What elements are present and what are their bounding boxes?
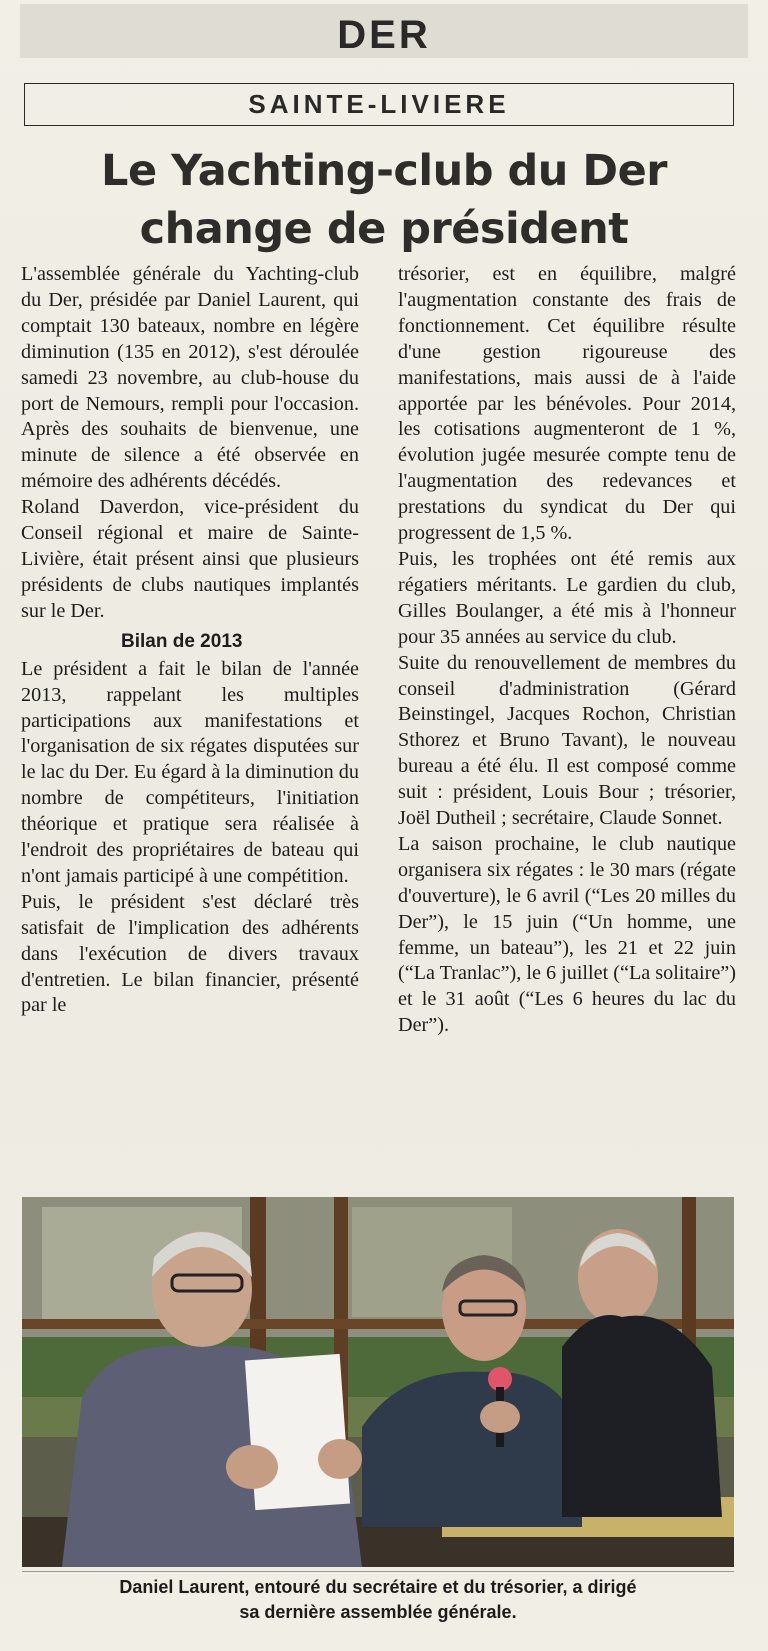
caption-divider bbox=[22, 1571, 734, 1572]
photo-caption bbox=[22, 1575, 734, 1625]
paragraph: Puis, le président s'est déclaré très satisfait de l'implication des adhérents dans l'exécution de divers travaux d'entretien. Le bilan financier, présenté par le bbox=[21, 890, 359, 1017]
caption-line-2: sa dernière assemblée générale. bbox=[239, 1602, 517, 1622]
headline bbox=[20, 142, 748, 258]
paragraph: L'assemblée générale du Yachting-club du Der, présidée par Daniel Laurent, qui comptait 130 bateaux, nombre en légère diminution (135 en 2012), s'est déroulée samedi 23 novembre, au club-house du port de Nemours, rempli pour l'occasion. Après des souhaits de bienvenue, une minute de silence a été observée en mémoire des adhérents décédés. bbox=[21, 263, 359, 493]
paragraph: La saison prochaine, le club nautique organisera six régates : le 30 mars (régate d'ouverture), le 6 avril (“Les 20 milles du Der”), le 15 juin (“Un homme, une femme, un bateau”), les 21 et 22 juin (“La Tranlac”), le 6 juillet (“La solitaire”) et le 31 août (“Les 6 heures du lac du Der”). bbox=[398, 832, 736, 1037]
headline-line-2: change de président bbox=[139, 204, 629, 254]
paragraph: Roland Daverdon, vice-président du Conseil régional et maire de Sainte-Livière, était présent ainsi que plusieurs présidents de clubs nautiques implantés sur le Der. bbox=[21, 496, 359, 622]
photo-illustration bbox=[22, 1197, 734, 1567]
paragraph: Suite du renouvellement de membres du conseil d'administration (Gérard Beinstingel, Jacques Rochon, Christian Sthorez et Bruno Tavant), le nouveau bureau a été élu. Il est composé comme suit : président, Louis Bour ; trésorier, Joël Dutheil ; secrétaire, Claude Sonnet. bbox=[398, 651, 736, 830]
location-header: SAINTE-LIVIERE bbox=[24, 83, 734, 126]
paragraph: Puis, les trophées ont été remis aux régatiers méritants. Le gardien du club, Gilles Boulanger, a été mis à l'honneur pour 35 années au service du club. bbox=[398, 547, 736, 648]
article-column-left bbox=[21, 262, 359, 1019]
subheading: Bilan de 2013 bbox=[121, 630, 243, 652]
article-photo bbox=[22, 1197, 734, 1567]
article-column-right bbox=[398, 262, 736, 1039]
section-rubric: DER bbox=[337, 13, 431, 57]
caption-line-1: Daniel Laurent, entouré du secrétaire et du trésorier, a dirigé bbox=[119, 1577, 637, 1597]
paragraph: Le président a fait le bilan de l'année 2013, rappelant les multiples participations aux manifestations et l'organisation de six régates disputées sur le lac du Der. Eu égard à la diminution du nombre de compétiteurs, l'initiation théorique et pratique sera réalisée à l'endroit des propriétaires de bateau qui n'ont jamais participé à une compétition. bbox=[21, 657, 359, 887]
paragraph: trésorier, est en équilibre, malgré l'augmentation constante des frais de fonctionnement. Cet équilibre résulte d'une gestion rigoureuse des manifestations, mais aussi de à l'aide apportée par les bénévoles. Pour 2014, les cotisations augmenteront de 1 %, évolution jugée mesurée compte tenu de l'augmentation des redevances et prestations du syndicat du Der qui progressent de 1,5 %. bbox=[398, 263, 736, 545]
headline-line-1: Le Yachting-club du Der bbox=[101, 146, 667, 196]
